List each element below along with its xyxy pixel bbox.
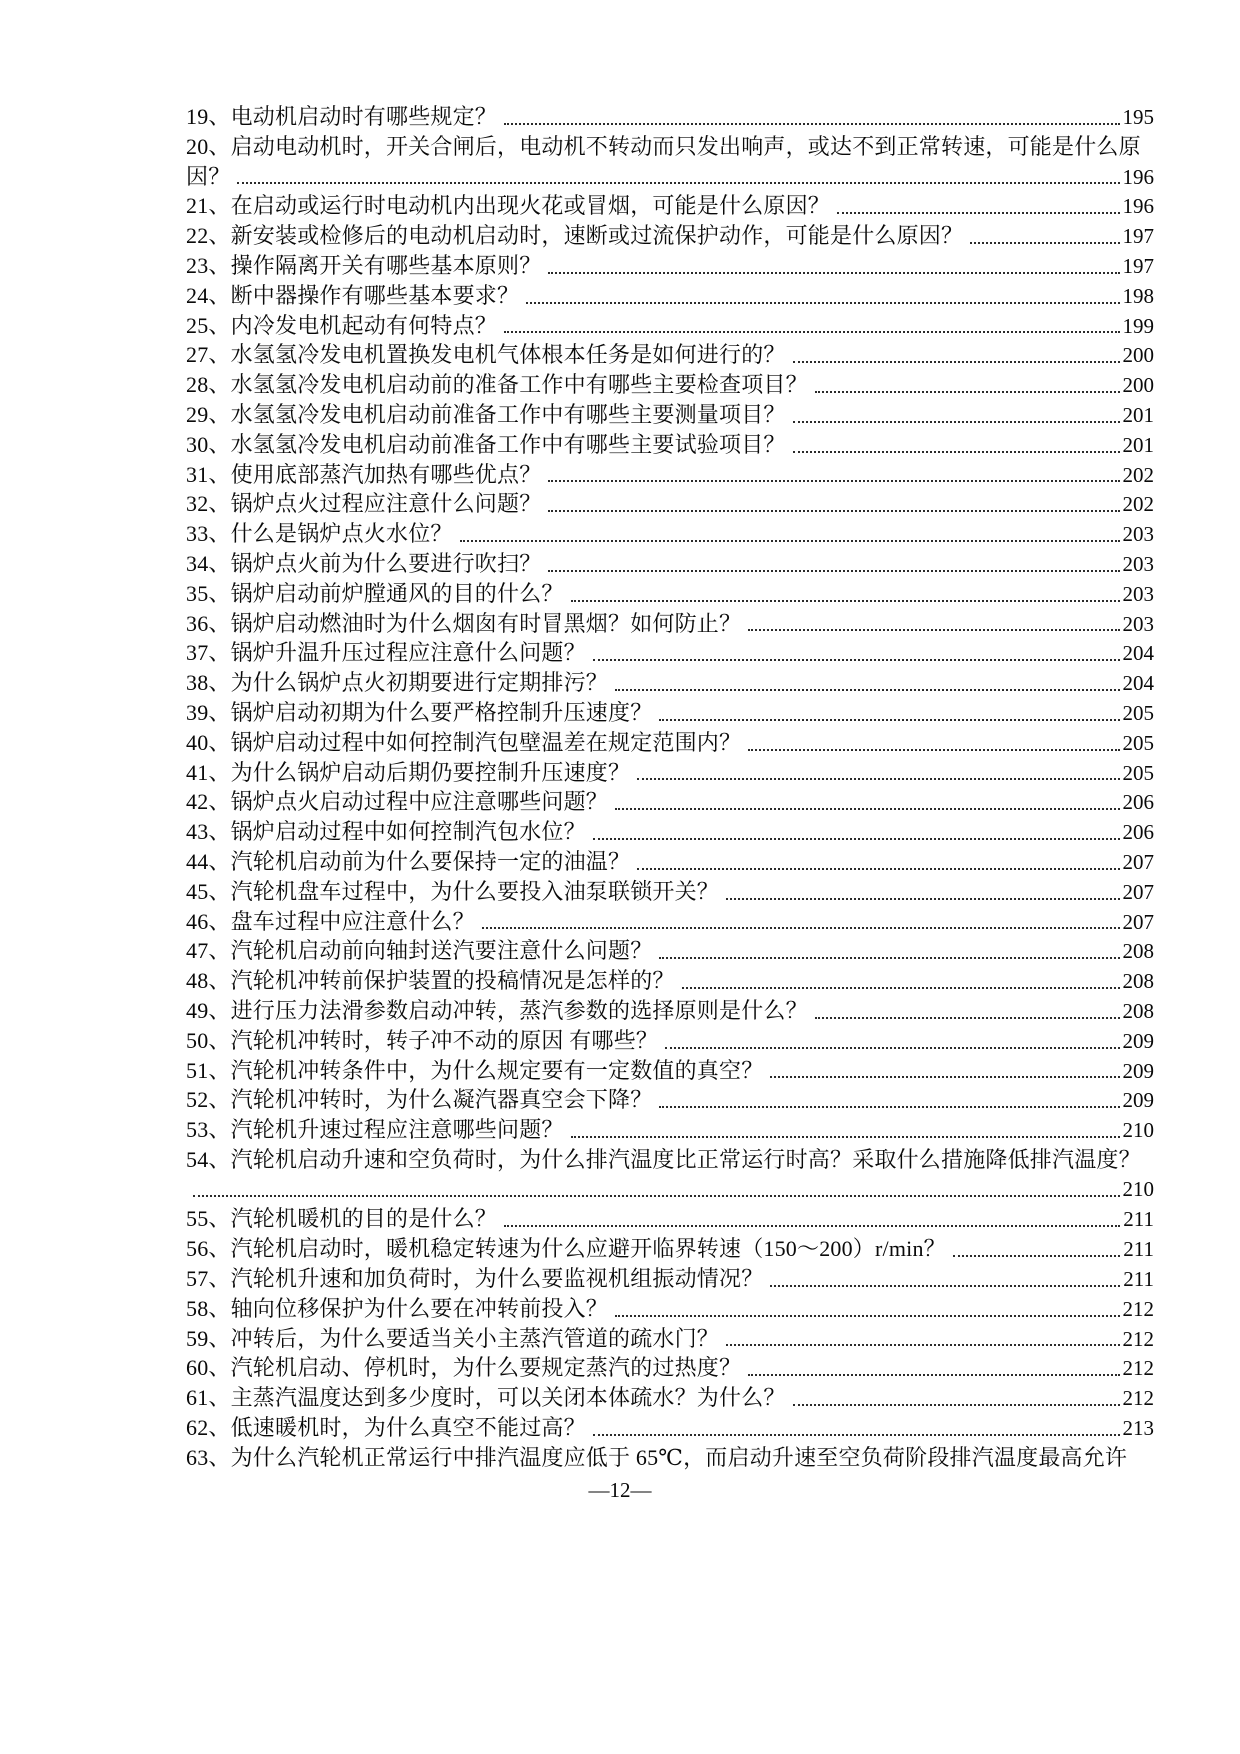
toc-entry-line	[186, 728, 1154, 758]
dotted-leader	[659, 957, 1119, 959]
toc-entry-line	[186, 609, 1154, 639]
dotted-leader	[815, 1017, 1120, 1019]
toc-entry-line	[186, 191, 1154, 221]
dotted-leader	[726, 1344, 1119, 1346]
dotted-leader	[793, 361, 1120, 363]
toc-entry-page: 203	[1122, 551, 1154, 576]
dotted-leader	[548, 570, 1119, 572]
toc-entry-page: 204	[1122, 641, 1154, 666]
toc-entry-text: 34、锅炉点火前为什么要进行吹扫？	[186, 550, 542, 576]
toc-entry-line	[186, 966, 1154, 996]
toc-entry-page: 205	[1122, 700, 1154, 725]
dotted-leader	[970, 242, 1119, 244]
toc-entry-line	[186, 1115, 1154, 1145]
dotted-leader	[837, 212, 1119, 214]
toc-entry-line	[186, 1264, 1154, 1294]
toc-entry-line	[186, 1026, 1154, 1056]
dotted-leader	[504, 331, 1119, 333]
toc-entry-page: 210	[1122, 1176, 1154, 1201]
toc-entry-page: 196	[1122, 164, 1154, 189]
toc-entry-text: 22、新安装或检修后的电动机启动时，速断或过流保护动作，可能是什么原因？	[186, 223, 964, 249]
dotted-leader	[815, 391, 1120, 393]
toc-entry-text: 38、为什么锅炉点火初期要进行定期排污？	[186, 670, 609, 696]
toc-entry-text: 63、为什么汽轮机正常运行中排汽温度应低于 65℃，而启动升速至空负荷阶段排汽温度最高允许	[186, 1444, 1128, 1470]
toc-entry-text: 37、锅炉升温升压过程应注意什么问题？	[186, 640, 586, 666]
toc-entry-page: 206	[1122, 820, 1154, 845]
toc-entry-text: 53、汽轮机升速过程应注意哪些问题？	[186, 1117, 564, 1143]
toc-entry-page: 204	[1122, 671, 1154, 696]
toc-entry-page: 212	[1122, 1296, 1154, 1321]
toc-entry-page: 201	[1122, 432, 1154, 457]
dotted-leader	[548, 272, 1119, 274]
toc-entry-line	[186, 460, 1154, 490]
toc-entry-page: 198	[1122, 283, 1154, 308]
toc-entry-page: 208	[1122, 939, 1154, 964]
toc-entry-text: 31、使用底部蒸汽加热有哪些优点？	[186, 461, 542, 487]
dotted-leader	[637, 868, 1119, 870]
toc-entry-page: 207	[1122, 879, 1154, 904]
dotted-leader	[460, 540, 1120, 542]
dotted-leader	[571, 600, 1120, 602]
toc-entry-line	[186, 132, 1154, 162]
toc-entry-line	[186, 549, 1154, 579]
dotted-leader	[748, 1374, 1119, 1376]
toc-entry-text: 51、汽轮机冲转条件中，为什么规定要有一定数值的真空？	[186, 1057, 764, 1083]
toc-entry-page: 199	[1122, 313, 1154, 338]
toc-entry-line	[186, 758, 1154, 788]
dotted-leader	[793, 421, 1120, 423]
dotted-leader	[793, 451, 1120, 453]
toc-entry-text: 62、低速暖机时，为什么真空不能过高？	[186, 1415, 586, 1441]
toc-entry-text: 40、锅炉启动过程中如何控制汽包壁温差在规定范围内？	[186, 729, 742, 755]
toc-entry-text: 46、盘车过程中应注意什么？	[186, 908, 475, 934]
toc-entry-text: 23、操作隔离开关有哪些基本原则？	[186, 252, 542, 278]
dotted-leader	[548, 480, 1119, 482]
dotted-leader	[793, 1404, 1120, 1406]
toc-entry-page: 205	[1122, 730, 1154, 755]
toc-entry-line	[186, 251, 1154, 281]
toc-entry-text: 29、水氢氢冷发电机启动前准备工作中有哪些主要测量项目？	[186, 401, 786, 427]
toc-entry-page: 203	[1122, 611, 1154, 636]
toc-entry-line	[186, 519, 1154, 549]
toc-entry-page: 207	[1122, 909, 1154, 934]
toc-entry-page: 210	[1122, 1118, 1154, 1143]
toc-entry-text: 59、冲转后，为什么要适当关小主蒸汽管道的疏水门？	[186, 1325, 720, 1351]
toc-entry-line	[186, 787, 1154, 817]
toc-entry-page: 209	[1122, 1058, 1154, 1083]
toc-entry-page: 200	[1122, 373, 1154, 398]
toc-entry-text: 58、轴向位移保护为什么要在冲转前投入？	[186, 1295, 609, 1321]
toc-entry-line	[186, 1324, 1154, 1354]
dotted-leader	[193, 1195, 1120, 1197]
toc-entry-page: 212	[1122, 1386, 1154, 1411]
toc-entry-page: 211	[1123, 1207, 1154, 1232]
dotted-leader	[953, 1255, 1120, 1257]
toc-entry-line	[186, 579, 1154, 609]
toc-entry-page: 207	[1122, 849, 1154, 874]
toc-entry-text: 54、汽轮机启动升速和空负荷时，为什么排汽温度比正常运行时高？采取什么措施降低排汽温度？	[186, 1146, 1141, 1172]
dotted-leader	[548, 510, 1119, 512]
toc-entry-line	[186, 877, 1154, 907]
toc-entry-line	[186, 668, 1154, 698]
toc-entry-text: 50、汽轮机冲转时，转子冲不动的原因 有哪些？	[186, 1027, 659, 1053]
toc-entry-text: 21、在启动或运行时电动机内出现火花或冒烟，可能是什么原因？	[186, 193, 831, 219]
toc-entry-page: 211	[1123, 1237, 1154, 1262]
toc-entry-line	[186, 1056, 1154, 1086]
toc-entry-page: 200	[1122, 343, 1154, 368]
toc-entry-line	[186, 489, 1154, 519]
dotted-leader	[659, 719, 1119, 721]
toc-entry-line	[186, 162, 1154, 192]
dotted-leader	[593, 659, 1120, 661]
dotted-leader	[659, 1106, 1119, 1108]
toc-entry-text: 56、汽轮机启动时，暖机稳定转速为什么应避开临界转速（150～200）r/min？	[186, 1236, 946, 1262]
toc-entry-text: 36、锅炉启动燃油时为什么烟囱有时冒黑烟？如何防止？	[186, 610, 742, 636]
toc-entry-line	[186, 1145, 1154, 1175]
toc-entry-text: 30、水氢氢冷发电机启动前准备工作中有哪些主要试验项目？	[186, 431, 786, 457]
toc-entry-page: 205	[1122, 760, 1154, 785]
toc-entry-page: 212	[1122, 1326, 1154, 1351]
dotted-leader	[615, 689, 1119, 691]
toc-entry-page: 209	[1122, 1028, 1154, 1053]
toc-entry-page: 201	[1122, 402, 1154, 427]
dotted-leader	[615, 808, 1119, 810]
toc-entry-line	[186, 1353, 1154, 1383]
toc-entry-text: 25、内冷发电机起动有何特点？	[186, 312, 498, 338]
toc-entry-text: 57、汽轮机升速和加负荷时，为什么要监视机组振动情况？	[186, 1266, 764, 1292]
toc-entry-text: 33、什么是锅炉点火水位？	[186, 521, 453, 547]
toc-entry-page: 202	[1122, 462, 1154, 487]
toc-entry-line	[186, 698, 1154, 728]
toc-entry-line	[186, 340, 1154, 370]
dotted-leader	[770, 1285, 1120, 1287]
toc-entry-line	[186, 936, 1154, 966]
toc-entry-line	[186, 281, 1154, 311]
toc-entry-page: 197	[1122, 253, 1154, 278]
toc-entry-page: 195	[1122, 105, 1154, 129]
toc-entry-line	[186, 1085, 1154, 1115]
footer-page-number: —12—	[588, 1478, 652, 1502]
toc-entry-page: 208	[1122, 998, 1154, 1023]
toc-entry-page: 209	[1122, 1088, 1154, 1113]
toc-entry-line	[186, 1383, 1154, 1413]
toc-entry-text: 27、水氢氢冷发电机置换发电机气体根本任务是如何进行的？	[186, 342, 786, 368]
dotted-leader	[665, 1047, 1119, 1049]
toc-entry-text: 60、汽轮机启动、停机时，为什么要规定蒸汽的过热度？	[186, 1355, 742, 1381]
dotted-leader	[615, 1315, 1119, 1317]
dotted-leader	[726, 898, 1119, 900]
dotted-leader	[526, 302, 1119, 304]
toc-entry-text: 32、锅炉点火过程应注意什么问题？	[186, 491, 542, 517]
toc-entry-page: 203	[1122, 581, 1154, 606]
dotted-leader	[682, 987, 1120, 989]
toc-entry-text: 48、汽轮机冲转前保护装置的投稿情况是怎样的？	[186, 968, 675, 994]
toc-entry-text: 44、汽轮机启动前为什么要保持一定的油温？	[186, 848, 631, 874]
dotted-leader	[504, 123, 1119, 125]
toc-entry-line	[186, 1204, 1154, 1234]
toc-entry-text: 41、为什么锅炉启动后期仍要控制升压速度？	[186, 759, 631, 785]
toc-entry-text: 28、水氢氢冷发电机启动前的准备工作中有哪些主要检查项目？	[186, 372, 808, 398]
dotted-leader	[748, 749, 1119, 751]
dotted-leader	[637, 778, 1119, 780]
toc-entry-page: 206	[1122, 790, 1154, 815]
toc-entry-text: 61、主蒸汽温度达到多少度时，可以关闭本体疏水？为什么？	[186, 1385, 786, 1411]
toc-entry-line	[186, 1294, 1154, 1324]
toc-entry-page: 211	[1123, 1267, 1154, 1292]
toc-entry-page: 202	[1122, 492, 1154, 517]
toc-entry-line	[186, 430, 1154, 460]
toc-entry-line	[186, 400, 1154, 430]
toc-entry-line	[186, 847, 1154, 877]
page-footer	[0, 1478, 1240, 1503]
toc-entry-text: 49、进行压力法滑参数启动冲转，蒸汽参数的选择原则是什么？	[186, 997, 808, 1023]
dotted-leader	[770, 1076, 1119, 1078]
toc-entry-line	[186, 1443, 1154, 1473]
toc-entry-text: 24、断中器操作有哪些基本要求？	[186, 282, 520, 308]
toc-entry-text: 55、汽轮机暖机的目的是什么？	[186, 1206, 498, 1232]
toc-entry-line	[186, 1175, 1154, 1205]
toc-entry-page: 203	[1122, 522, 1154, 547]
toc-entry-page: 213	[1122, 1416, 1154, 1441]
toc-entry-text: 35、锅炉启动前炉膛通风的目的什么？	[186, 580, 564, 606]
toc-entry-line	[186, 311, 1154, 341]
toc-entry-text: 20、启动电动机时，开关合闸后，电动机不转动而只发出响声，或达不到正常转速，可能是什么原	[186, 133, 1141, 159]
dotted-leader	[504, 1225, 1120, 1227]
dotted-leader	[748, 629, 1119, 631]
toc-entry-text: 52、汽轮机冲转时，为什么凝汽器真空会下降？	[186, 1087, 653, 1113]
toc-entry-line	[186, 817, 1154, 847]
toc-entry-line	[186, 1234, 1154, 1264]
toc-entry-page: 212	[1122, 1356, 1154, 1381]
toc-entry-page: 208	[1122, 969, 1154, 994]
toc-entry-text: 43、锅炉启动过程中如何控制汽包水位？	[186, 819, 586, 845]
toc-entry-text: 47、汽轮机启动前向轴封送汽要注意什么问题？	[186, 938, 653, 964]
toc-entry-text: 45、汽轮机盘车过程中，为什么要投入油泵联锁开关？	[186, 878, 720, 904]
toc-entry-line	[186, 221, 1154, 251]
toc-entry-line	[186, 638, 1154, 668]
toc-entry-page: 196	[1122, 194, 1154, 219]
toc-entry-line	[186, 102, 1154, 132]
toc-list	[186, 102, 1154, 1473]
toc-entry-text: 39、锅炉启动初期为什么要严格控制升压速度？	[186, 699, 653, 725]
toc-entry-text: 19、电动机启动时有哪些规定？	[186, 104, 498, 129]
toc-entry-text: 42、锅炉点火启动过程中应注意哪些问题？	[186, 789, 609, 815]
toc-entry-line	[186, 1413, 1154, 1443]
dotted-leader	[593, 1434, 1120, 1436]
dotted-leader	[237, 182, 1119, 184]
toc-entry-page: 197	[1122, 224, 1154, 249]
dotted-leader	[571, 1136, 1120, 1138]
toc-entry-text: 因？	[186, 163, 231, 189]
toc-entry-line	[186, 907, 1154, 937]
dotted-leader	[482, 927, 1120, 929]
dotted-leader	[593, 838, 1120, 840]
toc-entry-line	[186, 370, 1154, 400]
toc-entry-line	[186, 996, 1154, 1026]
